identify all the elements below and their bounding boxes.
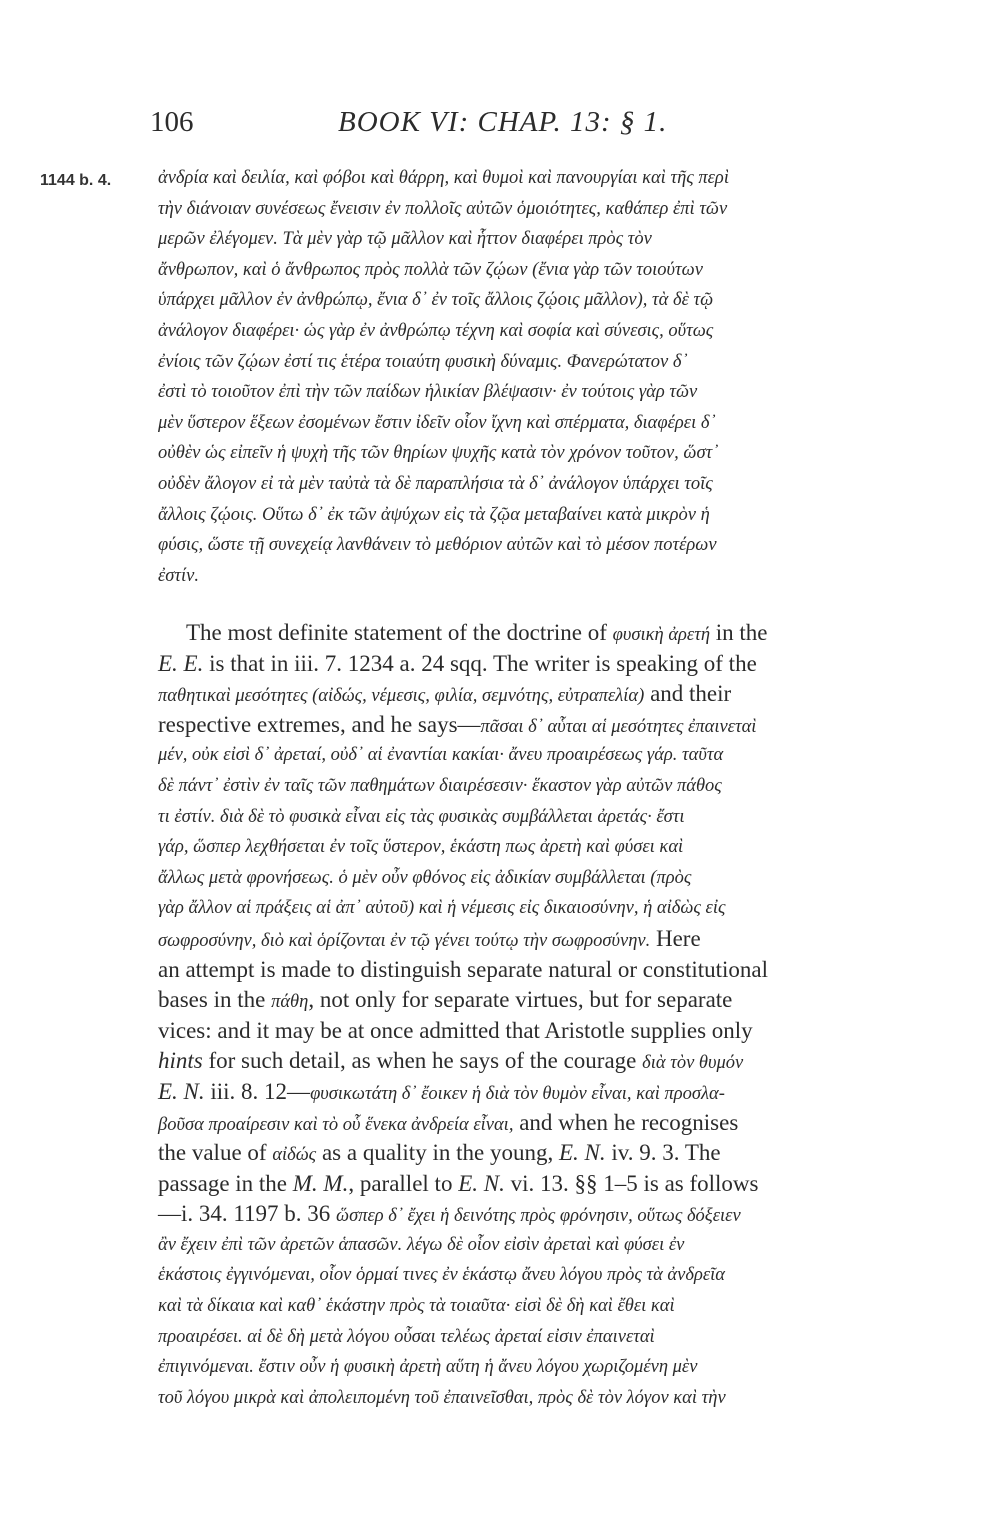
text-run: , not only for separate virtues, but for separate bbox=[308, 987, 733, 1013]
greek-term: φυσικὴ ἀρετή bbox=[612, 625, 711, 645]
commentary-line bbox=[158, 1077, 910, 1108]
text-run: the value of bbox=[158, 1140, 273, 1166]
greek-line: ἐστὶ τὸ τοιοῦτον ἐπὶ τὴν τῶν παίδων ἡλικίαν βλέψασιν· ἐν τούτοις γὰρ τῶν bbox=[158, 382, 698, 403]
greek-term: φυσικωτάτη δ᾽ ἔοικεν ἡ διὰ τὸν θυμὸν εἶναι, καὶ προσλα- bbox=[310, 1083, 725, 1104]
commentary-line: γάρ, ὥσπερ λεχθήσεται ἐν τοῖς ὕστερον, ἑκάστη πως ἀρετὴ καὶ φύσει καὶ bbox=[158, 837, 684, 858]
greek-line: ἀνδρία καὶ δειλία, καὶ φόβοι καὶ θάρρη, καὶ θυμοὶ καὶ πανουργίαι καὶ τῆς περὶ bbox=[158, 168, 729, 188]
commentary-line bbox=[158, 985, 910, 1016]
page-header bbox=[150, 106, 900, 146]
commentary-paragraph bbox=[158, 618, 910, 1413]
text-run: as a quality in the young, bbox=[316, 1140, 559, 1166]
commentary-line: τοῦ λόγου μικρὰ καὶ ἀπολειπομένη τοῦ ἐπαινεῖσθαι, πρὸς δὲ τὸν λόγον καὶ τὴν bbox=[158, 1387, 726, 1408]
greek-line: οὐδὲν ἄλογον εἰ τὰ μὲν ταὐτὰ τὰ δὲ παραπλήσια τὰ δ᾽ ἀνάλογον ὑπάρχει τοῖς bbox=[158, 473, 713, 494]
text-run: passage in the bbox=[158, 1170, 293, 1196]
text-run: iii. 8. 12— bbox=[204, 1078, 311, 1104]
greek-line: ἐστίν. bbox=[158, 565, 200, 586]
text-run: and their bbox=[644, 681, 732, 707]
commentary-line: ἂν ἔχειν ἐπὶ τῶν ἀρετῶν ἁπασῶν. λέγω δὲ οἷον εἰσὶν ἀρεταὶ καὶ φύσει ἐν bbox=[158, 1234, 685, 1255]
commentary-line: ἑκάστοις ἐγγινόμεναι, οἷον ὁρμαί τινες ἐν ἑκάστῳ ἄνευ λόγου πρὸς τὰ ἀνδρεῖα bbox=[158, 1265, 725, 1286]
text-run: and when he recognises bbox=[513, 1109, 739, 1135]
commentary-line: τι ἐστίν. διὰ δὲ τὸ φυσικὰ εἶναι εἰς τὰς φυσικὰς συμβάλλεται ἀρετάς· ἔστι bbox=[158, 806, 685, 827]
text-run: in the bbox=[710, 620, 768, 645]
greek-line: ἀνάλογον διαφέρει· ὡς γὰρ ἐν ἀνθρώπῳ τέχνη καὶ σοφία καὶ σύνεσις, οὕτως bbox=[158, 320, 714, 341]
work-abbreviation: M. M. bbox=[292, 1170, 349, 1196]
commentary-line: ἐπιγινόμεναι. ἔστιν οὖν ἡ φυσικὴ ἀρετὴ αὕτη ἡ ἄνευ λόγου χωριζομένη μὲν bbox=[158, 1357, 698, 1378]
margin-reference: 1144 b. 4. bbox=[40, 172, 112, 189]
greek-line: ἄνθρωπον, καὶ ὁ ἄνθρωπος πρὸς πολλὰ τῶν ζῴων (ἔνια γὰρ τῶν τοιούτων bbox=[158, 259, 703, 280]
work-abbreviation: E. N. bbox=[158, 1078, 205, 1104]
commentary-line: vices: and it may be at once admitted that Aristotle supplies only bbox=[158, 1017, 753, 1043]
commentary-line bbox=[158, 1108, 910, 1139]
text-run: is that in iii. 7. 1234 a. 24 sqq. The writer is speaking of the bbox=[203, 650, 757, 676]
commentary-line: an attempt is made to distinguish separate natural or constitutional bbox=[158, 956, 768, 982]
commentary-line bbox=[158, 649, 910, 680]
commentary-line: καὶ τὰ δίκαια καὶ καθ᾽ ἑκάστην πρὸς τὰ τοιαῦτα· εἰσὶ δὲ δὴ καὶ ἔθει καὶ bbox=[158, 1296, 675, 1317]
commentary-line bbox=[158, 924, 910, 955]
text-run: respective extremes, and he says— bbox=[158, 711, 481, 737]
greek-line: τὴν διάνοιαν συνέσεως ἔνεισιν ἐν πολλοῖς αὐτῶν ὁμοιότητες, καθάπερ ἐπὶ τῶν bbox=[158, 198, 728, 219]
work-abbreviation: E. N. bbox=[558, 1140, 606, 1166]
greek-line: ὑπάρχει μᾶλλον ἐν ἀνθρώπῳ, ἔνια δ᾽ ἐν τοῖς ἄλλοις ζῴοις μᾶλλον), τὰ δὲ τῷ bbox=[158, 290, 714, 311]
italic-word: hints bbox=[158, 1048, 203, 1074]
text-run: Here bbox=[650, 925, 701, 951]
greek-term: βοῦσα προαίρεσιν καὶ τὸ οὗ ἕνεκα ἀνδρεία εἶναι, bbox=[158, 1114, 514, 1135]
commentary-line bbox=[158, 679, 910, 710]
commentary-line: ἄλλως μετὰ φρονήσεως. ὁ μὲν οὖν φθόνος εἰς ἀδικίαν συμβάλλεται (πρὸς bbox=[158, 867, 692, 888]
text-run: , parallel to bbox=[348, 1170, 459, 1196]
greek-line: οὐθὲν ὡς εἰπεῖν ἡ ψυχὴ τῆς τῶν θηρίων ψυχῆς κατὰ τὸν χρόνον τοῦτον, ὥστ᾽ bbox=[158, 443, 719, 464]
commentary-line: δὲ πάντ᾽ ἐστὶν ἐν ταῖς τῶν παθημάτων διαιρέσεσιν· ἕκαστον γὰρ αὐτῶν πάθος bbox=[158, 775, 722, 796]
greek-line: φύσις, ὥστε τῇ συνεχείᾳ λανθάνειν τὸ μεθόριον αὐτῶν καὶ τὸ μέσον ποτέρων bbox=[158, 535, 717, 556]
commentary-line bbox=[158, 1138, 910, 1169]
greek-term: ὥσπερ δ᾽ ἔχει ἡ δεινότης πρὸς φρόνησιν, οὕτως δόξειεν bbox=[336, 1206, 741, 1227]
text-run: iv. 9. 3. The bbox=[605, 1140, 721, 1166]
greek-term: πᾶσαι δ᾽ αὗται αἱ μεσότητες ἐπαινεταὶ bbox=[480, 716, 757, 737]
text-run: The most definite statement of the doctrine of bbox=[186, 620, 613, 645]
greek-term: αἰδώς bbox=[272, 1145, 317, 1166]
text-run: for such detail, as when he says of the courage bbox=[202, 1048, 643, 1074]
work-abbreviation: E. E. bbox=[158, 650, 204, 676]
commentary-line bbox=[158, 1046, 910, 1077]
greek-term: διὰ τὸν θυμόν bbox=[642, 1053, 744, 1074]
running-head: BOOK VI: CHAP. 13: § 1. bbox=[338, 106, 668, 138]
greek-term: πάθη bbox=[271, 992, 309, 1013]
commentary-line bbox=[158, 710, 910, 741]
greek-line: μερῶν ἐλέγομεν. Τὰ μὲν γὰρ τῷ μᾶλλον καὶ ἧττον διαφέρει πρὸς τὸν bbox=[158, 229, 652, 250]
text-run: bases in the bbox=[158, 987, 272, 1013]
commentary-line: γὰρ ἄλλον αἱ πράξεις αἱ ἀπ᾽ αὐτοῦ) καὶ ἡ νέμεσις εἰς δικαιοσύνην, ἡ αἰδὼς εἰς bbox=[158, 898, 726, 919]
greek-quotation bbox=[158, 163, 910, 591]
text-run: vi. 13. §§ 1–5 is as follows bbox=[504, 1170, 759, 1196]
work-abbreviation: E. N. bbox=[458, 1170, 505, 1196]
commentary-line bbox=[158, 1169, 910, 1200]
commentary-line bbox=[158, 1199, 910, 1230]
greek-line: ἐνίοις τῶν ζῴων ἐστί τις ἑτέρα τοιαύτη φυσικὴ δύναμις. Φανερώτατον δ᾽ bbox=[158, 351, 688, 372]
commentary-line: μέν, οὐκ εἰσὶ δ᾽ ἀρεταί, οὐδ᾽ αἱ ἐναντίαι κακίαι· ἄνευ προαιρέσεως γάρ. ταῦτα bbox=[158, 745, 724, 766]
text-run: —i. 34. 1197 b. 36 bbox=[158, 1201, 337, 1227]
greek-term: σωφροσύνην, διὸ καὶ ὁρίζονται ἐν τῷ γένει τούτῳ τὴν σωφροσύνην. bbox=[158, 930, 651, 951]
greek-line: μὲν ὕστερον ἕξεων ἐσομένων ἔστιν ἰδεῖν οἷον ἴχνη καὶ σπέρματα, διαφέρει δ᾽ bbox=[158, 412, 716, 433]
greek-line: ἄλλοις ζῴοις. Οὕτω δ᾽ ἐκ τῶν ἀψύχων εἰς τὰ ζῷα μεταβαίνει κατὰ μικρὸν ἡ bbox=[158, 504, 710, 525]
commentary-line: προαιρέσει. αἱ δὲ δὴ μετὰ λόγου οὖσαι τελέως ἀρεταί εἰσιν ἐπαινεταὶ bbox=[158, 1326, 655, 1347]
greek-term: παθητικαὶ μεσότητες (αἰδώς, νέμεσις, φιλία, σεμνότης, εὐτραπελία) bbox=[158, 686, 645, 707]
page-number: 106 bbox=[150, 106, 194, 138]
commentary-line bbox=[158, 618, 910, 649]
